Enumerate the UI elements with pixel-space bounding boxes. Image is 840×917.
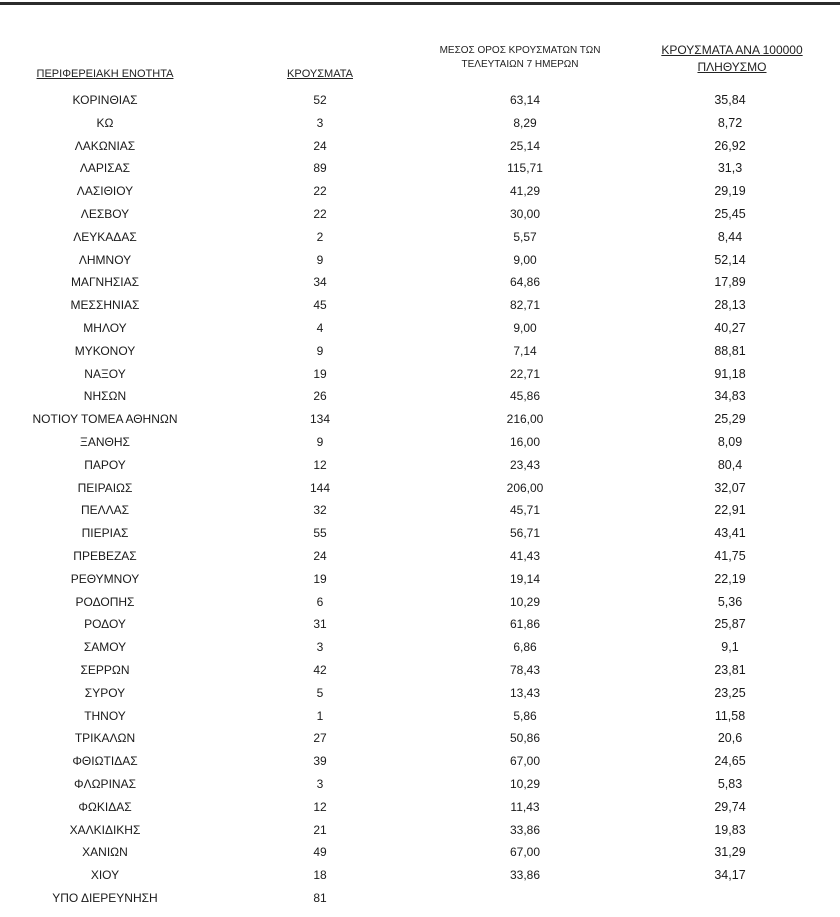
cell-avg7: 63,14 [509, 93, 541, 107]
cell-cases: 2 [316, 229, 324, 244]
cell-per100k: 23,81 [714, 662, 746, 677]
cell-region: ΛΑΡΙΣΑΣ [79, 161, 131, 176]
cell-cases: 27 [313, 731, 327, 746]
cell-avg7: 7,14 [513, 343, 537, 358]
cell-region: ΤΗΝΟΥ [84, 708, 126, 723]
cell-region: ΣΑΜΟΥ [83, 640, 127, 655]
header-cases: ΚΡΟΥΣΜΑΤΑ [287, 68, 353, 80]
table-row [0, 454, 840, 477]
cell-per100k: 11,58 [714, 708, 746, 723]
cell-avg7: 22,71 [509, 366, 541, 381]
cell-cases: 81 [313, 890, 327, 905]
cell-cases: 24 [313, 138, 327, 153]
cell-avg7: 8,29 [513, 115, 537, 130]
cell-per100k: 25,29 [714, 412, 746, 427]
cell-cases: 42 [313, 662, 327, 677]
cell-avg7: 45,71 [509, 503, 541, 518]
cell-region: ΛΗΜΝΟΥ [78, 252, 132, 267]
table-row [0, 271, 840, 294]
table-row [0, 135, 840, 158]
cell-cases: 89 [313, 161, 327, 176]
cell-region: ΛΑΚΩΝΙΑΣ [74, 138, 136, 153]
table-row [0, 408, 840, 431]
cell-cases: 3 [316, 640, 324, 655]
cell-per100k: 28,13 [714, 298, 746, 313]
cell-avg7: 5,86 [513, 708, 537, 723]
table-row [0, 294, 840, 317]
cell-avg7: 56,71 [509, 526, 541, 541]
cell-region: ΚΩ [96, 115, 114, 130]
cell-region: ΜΕΣΣΗΝΙΑΣ [70, 298, 140, 313]
header-region: ΠΕΡΙΦΕΡΕΙΑΚΗ ΕΝΟΤΗΤΑ [36, 68, 174, 80]
cell-cases: 1 [316, 708, 324, 723]
cell-region: ΝΟΤΙΟΥ ΤΟΜΕΑ ΑΘΗΝΩΝ [32, 412, 178, 427]
cell-region: ΞΑΝΘΗΣ [80, 434, 130, 449]
cell-avg7: 67,00 [509, 754, 541, 769]
table-row [0, 796, 840, 819]
table-row [0, 226, 840, 249]
table-row [0, 203, 840, 226]
cell-region: ΠΕΛΛΑΣ [80, 503, 130, 518]
cell-cases: 18 [313, 868, 327, 883]
cell-region: ΡΟΔΟΠΗΣ [75, 594, 135, 609]
cell-region: ΛΕΥΚΑΔΑΣ [73, 229, 137, 244]
table-row [0, 636, 840, 659]
cell-region: ΣΕΡΡΩΝ [80, 662, 130, 677]
table-row [0, 317, 840, 340]
cell-cases: 22 [313, 184, 327, 199]
cell-cases: 52 [313, 93, 327, 107]
cell-region: ΧΙΟΥ [90, 868, 120, 883]
cell-cases: 144 [309, 480, 331, 495]
cell-per100k: 32,07 [714, 480, 746, 495]
cell-per100k: 91,18 [714, 366, 746, 381]
cell-avg7: 206,00 [506, 480, 544, 495]
cell-per100k: 34,17 [714, 868, 746, 883]
cell-per100k: 20,6 [717, 731, 743, 746]
cell-region: ΦΩΚΙΔΑΣ [78, 799, 132, 814]
cell-region: ΜΥΚΟΝΟΥ [74, 343, 136, 358]
cell-per100k: 35,84 [714, 93, 746, 107]
top-border-line [0, 2, 840, 5]
cell-cases: 12 [313, 457, 327, 472]
cell-avg7: 61,86 [509, 617, 541, 632]
cell-region: ΛΕΣΒΟΥ [80, 206, 130, 221]
cell-region: ΝΗΣΩΝ [83, 389, 127, 404]
cell-cases: 134 [309, 412, 331, 427]
cell-cases: 21 [313, 822, 327, 837]
cell-cases: 9 [316, 343, 324, 358]
table-row [0, 841, 840, 864]
cell-avg7: 50,86 [509, 731, 541, 746]
table-row [0, 591, 840, 614]
cell-avg7: 25,14 [509, 138, 541, 153]
table-row [0, 568, 840, 591]
table-row [0, 705, 840, 728]
cell-avg7: 6,86 [513, 640, 537, 655]
table-row [0, 499, 840, 522]
table-row [0, 750, 840, 773]
cell-cases: 12 [313, 799, 327, 814]
cell-region: ΝΑΞΟΥ [84, 366, 126, 381]
cell-per100k: 5,36 [717, 594, 743, 609]
cell-region: ΠΡΕΒΕΖΑΣ [73, 548, 137, 563]
cell-per100k: 24,65 [714, 754, 746, 769]
cell-region: ΛΑΣΙΘΙΟΥ [76, 184, 134, 199]
cell-per100k: 23,25 [714, 685, 746, 700]
table-row [0, 887, 840, 910]
cell-cases: 22 [313, 206, 327, 221]
cell-avg7: 216,00 [506, 412, 544, 427]
cell-cases: 4 [316, 320, 324, 335]
table-row [0, 773, 840, 796]
cell-region: ΥΠΟ ΔΙΕΡΕΥΝΗΣΗ [52, 890, 158, 905]
cell-cases: 19 [313, 366, 327, 381]
cell-cases: 24 [313, 548, 327, 563]
cell-region: ΠΕΙΡΑΙΩΣ [77, 480, 133, 495]
cell-per100k: 88,81 [714, 343, 746, 358]
cell-per100k: 8,09 [717, 434, 743, 449]
cell-avg7: 115,71 [507, 161, 543, 176]
table-row [0, 431, 840, 454]
cell-cases: 34 [313, 275, 327, 290]
cell-per100k: 8,72 [717, 115, 743, 130]
table-row [0, 864, 840, 887]
cell-per100k: 25,87 [714, 617, 746, 632]
cell-cases: 5 [316, 685, 324, 700]
cell-cases: 3 [316, 776, 324, 791]
cell-region: ΠΙΕΡΙΑΣ [81, 526, 129, 541]
cell-region: ΤΡΙΚΑΛΩΝ [74, 731, 136, 746]
cell-cases: 6 [316, 594, 324, 609]
cell-avg7: 13,43 [509, 685, 541, 700]
cell-avg7: 45,86 [509, 389, 541, 404]
table-row [0, 477, 840, 500]
cell-region: ΡΕΘΥΜΝΟΥ [70, 571, 140, 586]
table-row [0, 180, 840, 203]
cell-avg7: 41,29 [509, 184, 541, 199]
cell-region: ΡΟΔΟΥ [84, 617, 126, 632]
cell-per100k: 29,19 [714, 184, 746, 199]
table-row [0, 659, 840, 682]
cell-per100k: 29,74 [714, 799, 746, 814]
cell-avg7: 30,00 [509, 206, 541, 221]
cell-avg7: 10,29 [509, 776, 541, 791]
cell-avg7: 9,00 [513, 252, 537, 267]
table-row [0, 613, 840, 636]
cell-avg7: 67,00 [509, 845, 541, 860]
cell-per100k: 26,92 [714, 138, 746, 153]
cell-cases: 32 [313, 503, 327, 518]
table-row [0, 385, 840, 408]
cell-per100k: 22,91 [714, 503, 746, 518]
cell-per100k: 31,3 [717, 161, 743, 176]
cell-region: ΜΑΓΝΗΣΙΑΣ [70, 275, 140, 290]
table-row [0, 545, 840, 568]
table-row [0, 727, 840, 750]
table-row [0, 89, 840, 112]
cell-region: ΚΟΡΙΝΘΙΑΣ [72, 93, 138, 107]
cell-cases: 9 [316, 434, 324, 449]
table-row [0, 340, 840, 363]
cell-avg7: 82,71 [509, 298, 541, 313]
cell-region: ΧΑΛΚΙΔΙΚΗΣ [69, 822, 141, 837]
cell-per100k: 22,19 [714, 571, 746, 586]
cell-region: ΦΛΩΡΙΝΑΣ [74, 776, 136, 791]
cell-avg7: 11,43 [510, 799, 540, 814]
cell-cases: 55 [313, 526, 327, 541]
table-row [0, 682, 840, 705]
cell-per100k: 9,1 [721, 640, 739, 655]
cell-avg7: 19,14 [509, 571, 541, 586]
cell-per100k: 41,75 [714, 548, 746, 563]
table-body [0, 89, 840, 910]
cell-cases: 26 [313, 389, 327, 404]
cell-avg7: 16,00 [509, 434, 541, 449]
cell-cases: 45 [313, 298, 327, 313]
cell-per100k: 80,4 [717, 457, 743, 472]
cell-avg7: 33,86 [509, 822, 541, 837]
cell-per100k: 52,14 [714, 252, 746, 267]
cell-region: ΜΗΛΟΥ [83, 320, 127, 335]
cell-cases: 49 [313, 845, 327, 860]
cell-per100k: 31,29 [714, 845, 746, 860]
cell-cases: 39 [313, 754, 327, 769]
cell-cases: 3 [316, 115, 324, 130]
table-row [0, 112, 840, 135]
table-row [0, 522, 840, 545]
cell-region: ΣΥΡΟΥ [84, 685, 126, 700]
cell-avg7: 23,43 [509, 457, 541, 472]
cell-per100k: 34,83 [714, 389, 746, 404]
cell-avg7: 10,29 [509, 594, 541, 609]
cell-per100k: 40,27 [714, 320, 746, 335]
cell-avg7: 33,86 [509, 868, 541, 883]
table-row [0, 363, 840, 386]
cell-per100k: 8,44 [717, 229, 743, 244]
cell-per100k: 17,89 [714, 275, 746, 290]
cell-per100k: 19,83 [714, 822, 746, 837]
header-avg7: ΜΕΣΟΣ ΟΡΟΣ ΚΡΟΥΣΜΑΤΩΝ ΤΩΝ ΤΕΛΕΥΤΑΙΩΝ 7 ΗΜΕΡΩΝ [439, 45, 601, 70]
cell-per100k: 25,45 [714, 206, 746, 221]
cell-region: ΠΑΡΟΥ [84, 457, 126, 472]
cell-cases: 31 [313, 617, 327, 632]
cell-region: ΦΘΙΩΤΙΔΑΣ [72, 754, 138, 769]
table-row [0, 819, 840, 842]
cell-avg7: 64,86 [509, 275, 541, 290]
cell-avg7: 41,43 [509, 548, 541, 563]
table-row [0, 249, 840, 272]
cell-avg7: 78,43 [509, 662, 541, 677]
cell-region: ΧΑΝΙΩΝ [82, 845, 128, 860]
cell-per100k: 5,83 [717, 776, 743, 791]
header-per100k: ΚΡΟΥΣΜΑΤΑ ΑΝΑ 100000 ΠΛΗΘΥΣΜΟ [661, 43, 803, 74]
cell-cases: 19 [313, 571, 327, 586]
cell-per100k: 43,41 [714, 526, 746, 541]
cell-cases: 9 [316, 252, 324, 267]
cell-avg7: 5,57 [513, 229, 537, 244]
cell-avg7: 9,00 [513, 320, 537, 335]
table-row [0, 157, 840, 180]
